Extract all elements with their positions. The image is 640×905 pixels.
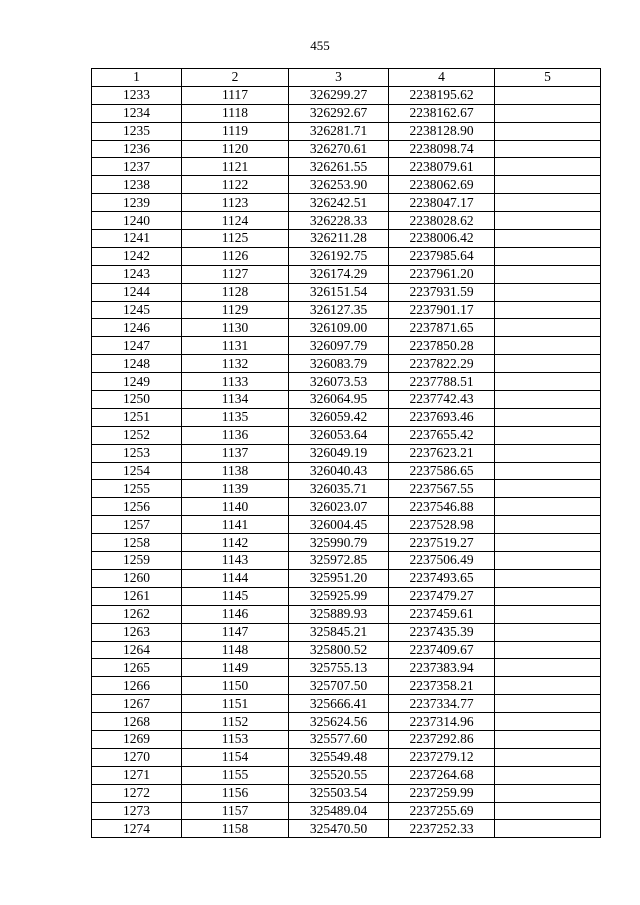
table-row <box>92 748 601 766</box>
table-body <box>92 86 601 837</box>
table-cell-col-5 <box>495 802 601 820</box>
table-cell-col-5 <box>495 587 601 605</box>
table-cell-col-1: 1249 <box>92 373 182 391</box>
table-cell-col-1: 1274 <box>92 820 182 838</box>
table-cell-col-1: 1240 <box>92 212 182 230</box>
table-cell-col-2: 1146 <box>182 605 289 623</box>
table-cell-col-2: 1131 <box>182 337 289 355</box>
table-cell-col-1: 1260 <box>92 569 182 587</box>
table-cell-col-4: 2237901.17 <box>389 301 495 319</box>
table-cell-col-4: 2238128.90 <box>389 122 495 140</box>
table-cell-col-2: 1145 <box>182 587 289 605</box>
table-cell-col-4: 2237788.51 <box>389 373 495 391</box>
table-cell-col-4: 2237279.12 <box>389 748 495 766</box>
table-cell-col-5 <box>495 176 601 194</box>
table-cell-col-3: 326004.45 <box>289 516 389 534</box>
table-cell-col-1: 1245 <box>92 301 182 319</box>
column-header-2: 2 <box>182 69 289 87</box>
table-cell-col-3: 326109.00 <box>289 319 389 337</box>
table-cell-col-2: 1136 <box>182 426 289 444</box>
table-row <box>92 641 601 659</box>
table-cell-col-3: 325520.55 <box>289 766 389 784</box>
table-cell-col-2: 1139 <box>182 480 289 498</box>
table-cell-col-4: 2237528.98 <box>389 516 495 534</box>
table-cell-col-4: 2238162.67 <box>389 104 495 122</box>
table-row <box>92 659 601 677</box>
table-cell-col-4: 2237493.65 <box>389 569 495 587</box>
table-cell-col-5 <box>495 158 601 176</box>
table-row <box>92 820 601 838</box>
table-cell-col-2: 1127 <box>182 265 289 283</box>
table-cell-col-5 <box>495 498 601 516</box>
table-cell-col-4: 2237693.46 <box>389 408 495 426</box>
table-row <box>92 283 601 301</box>
table-cell-col-3: 325845.21 <box>289 623 389 641</box>
table-cell-col-1: 1272 <box>92 784 182 802</box>
table-row <box>92 462 601 480</box>
table-cell-col-3: 325666.41 <box>289 695 389 713</box>
table-cell-col-2: 1153 <box>182 730 289 748</box>
table-row <box>92 230 601 248</box>
table-cell-col-5 <box>495 122 601 140</box>
table-cell-col-1: 1263 <box>92 623 182 641</box>
table-cell-col-3: 326228.33 <box>289 212 389 230</box>
table-cell-col-5 <box>495 104 601 122</box>
table-cell-col-3: 325951.20 <box>289 569 389 587</box>
table-row <box>92 355 601 373</box>
column-header-1: 1 <box>92 69 182 87</box>
table-cell-col-3: 326299.27 <box>289 86 389 104</box>
table-cell-col-5 <box>495 247 601 265</box>
table-row <box>92 212 601 230</box>
table-cell-col-5 <box>495 659 601 677</box>
table-cell-col-4: 2237985.64 <box>389 247 495 265</box>
table-cell-col-2: 1148 <box>182 641 289 659</box>
table-cell-col-2: 1158 <box>182 820 289 838</box>
page-number: 455 <box>310 38 330 53</box>
table-cell-col-1: 1234 <box>92 104 182 122</box>
table-cell-col-2: 1128 <box>182 283 289 301</box>
table-cell-col-5 <box>495 784 601 802</box>
table-row <box>92 122 601 140</box>
table-cell-col-4: 2238195.62 <box>389 86 495 104</box>
table-cell-col-5 <box>495 569 601 587</box>
table-cell-col-2: 1151 <box>182 695 289 713</box>
table-cell-col-3: 325707.50 <box>289 677 389 695</box>
table-cell-col-5 <box>495 730 601 748</box>
table-cell-col-4: 2237255.69 <box>389 802 495 820</box>
table-cell-col-3: 326270.61 <box>289 140 389 158</box>
table-cell-col-2: 1137 <box>182 444 289 462</box>
table-cell-col-5 <box>495 230 601 248</box>
table-cell-col-3: 326174.29 <box>289 265 389 283</box>
table-cell-col-5 <box>495 534 601 552</box>
table-cell-col-3: 325624.56 <box>289 713 389 731</box>
table-cell-col-5 <box>495 212 601 230</box>
table-cell-col-1: 1267 <box>92 695 182 713</box>
table-cell-col-3: 325470.50 <box>289 820 389 838</box>
table-cell-col-3: 326097.79 <box>289 337 389 355</box>
table-cell-col-2: 1149 <box>182 659 289 677</box>
table-row <box>92 730 601 748</box>
table-cell-col-1: 1242 <box>92 247 182 265</box>
table-cell-col-3: 326242.51 <box>289 194 389 212</box>
column-header-3: 3 <box>289 69 389 87</box>
table-cell-col-5 <box>495 140 601 158</box>
table-cell-col-5 <box>495 641 601 659</box>
table-row <box>92 605 601 623</box>
table-cell-col-1: 1257 <box>92 516 182 534</box>
table-row <box>92 158 601 176</box>
table-cell-col-4: 2237850.28 <box>389 337 495 355</box>
table-cell-col-5 <box>495 194 601 212</box>
table-cell-col-2: 1130 <box>182 319 289 337</box>
table-cell-col-1: 1239 <box>92 194 182 212</box>
table-cell-col-1: 1254 <box>92 462 182 480</box>
table-cell-col-2: 1132 <box>182 355 289 373</box>
column-header-4: 4 <box>389 69 495 87</box>
table-cell-col-1: 1255 <box>92 480 182 498</box>
table-cell-col-2: 1119 <box>182 122 289 140</box>
table-cell-col-1: 1236 <box>92 140 182 158</box>
table-row <box>92 552 601 570</box>
table-cell-col-2: 1135 <box>182 408 289 426</box>
table-cell-col-2: 1150 <box>182 677 289 695</box>
table-cell-col-4: 2237259.99 <box>389 784 495 802</box>
table-row <box>92 480 601 498</box>
table-cell-col-1: 1246 <box>92 319 182 337</box>
table-cell-col-3: 325990.79 <box>289 534 389 552</box>
table-cell-col-5 <box>495 552 601 570</box>
table-cell-col-1: 1270 <box>92 748 182 766</box>
table-cell-col-4: 2237742.43 <box>389 391 495 409</box>
table-row <box>92 373 601 391</box>
table-cell-col-5 <box>495 426 601 444</box>
table-cell-col-5 <box>495 408 601 426</box>
table-row <box>92 86 601 104</box>
table-cell-col-2: 1152 <box>182 713 289 731</box>
table-row <box>92 337 601 355</box>
table-cell-col-3: 326253.90 <box>289 176 389 194</box>
table-cell-col-4: 2237459.61 <box>389 605 495 623</box>
table-row <box>92 194 601 212</box>
table-cell-col-2: 1118 <box>182 104 289 122</box>
table-cell-col-3: 325925.99 <box>289 587 389 605</box>
table-row <box>92 391 601 409</box>
table-cell-col-5 <box>495 623 601 641</box>
table-row <box>92 677 601 695</box>
header-row <box>92 69 601 87</box>
table-cell-col-2: 1121 <box>182 158 289 176</box>
table-cell-col-1: 1238 <box>92 176 182 194</box>
table-cell-col-1: 1250 <box>92 391 182 409</box>
table-cell-col-3: 326049.19 <box>289 444 389 462</box>
table-row <box>92 713 601 731</box>
table-cell-col-2: 1138 <box>182 462 289 480</box>
table-cell-col-4: 2237586.65 <box>389 462 495 480</box>
table-cell-col-3: 325489.04 <box>289 802 389 820</box>
table-cell-col-3: 326211.28 <box>289 230 389 248</box>
table-cell-col-1: 1273 <box>92 802 182 820</box>
table-row <box>92 587 601 605</box>
table-row <box>92 426 601 444</box>
table-cell-col-5 <box>495 355 601 373</box>
table-cell-col-4: 2237961.20 <box>389 265 495 283</box>
table-cell-col-5 <box>495 695 601 713</box>
table-cell-col-3: 325972.85 <box>289 552 389 570</box>
table-cell-col-5 <box>495 766 601 784</box>
table-cell-col-1: 1262 <box>92 605 182 623</box>
table-cell-col-3: 325577.60 <box>289 730 389 748</box>
table-row <box>92 802 601 820</box>
table-cell-col-1: 1264 <box>92 641 182 659</box>
table-cell-col-3: 326035.71 <box>289 480 389 498</box>
table-cell-col-5 <box>495 605 601 623</box>
table-cell-col-1: 1259 <box>92 552 182 570</box>
table-cell-col-3: 326292.67 <box>289 104 389 122</box>
table-row <box>92 569 601 587</box>
table-cell-col-1: 1244 <box>92 283 182 301</box>
table-cell-col-4: 2237314.96 <box>389 713 495 731</box>
table-row <box>92 319 601 337</box>
table-cell-col-5 <box>495 301 601 319</box>
table-row <box>92 140 601 158</box>
table-cell-col-2: 1123 <box>182 194 289 212</box>
table-row <box>92 301 601 319</box>
table-cell-col-5 <box>495 319 601 337</box>
table-row <box>92 498 601 516</box>
table-cell-col-4: 2237655.42 <box>389 426 495 444</box>
table-cell-col-5 <box>495 480 601 498</box>
table-cell-col-4: 2237479.27 <box>389 587 495 605</box>
table-cell-col-3: 326053.64 <box>289 426 389 444</box>
table-cell-col-1: 1253 <box>92 444 182 462</box>
table-cell-col-1: 1266 <box>92 677 182 695</box>
table-cell-col-5 <box>495 748 601 766</box>
table-cell-col-4: 2237435.39 <box>389 623 495 641</box>
table-cell-col-2: 1117 <box>182 86 289 104</box>
table-cell-col-2: 1154 <box>182 748 289 766</box>
table-row <box>92 444 601 462</box>
table-cell-col-4: 2237519.27 <box>389 534 495 552</box>
table-cell-col-3: 326151.54 <box>289 283 389 301</box>
table-cell-col-3: 326127.35 <box>289 301 389 319</box>
table-cell-col-3: 326040.43 <box>289 462 389 480</box>
table-cell-col-2: 1120 <box>182 140 289 158</box>
table-cell-col-4: 2237567.55 <box>389 480 495 498</box>
table-cell-col-4: 2237546.88 <box>389 498 495 516</box>
table-cell-col-5 <box>495 444 601 462</box>
table-cell-col-1: 1248 <box>92 355 182 373</box>
column-header-5: 5 <box>495 69 601 87</box>
table-cell-col-4: 2238028.62 <box>389 212 495 230</box>
table-cell-col-2: 1156 <box>182 784 289 802</box>
table-row <box>92 104 601 122</box>
table-cell-col-3: 326281.71 <box>289 122 389 140</box>
table-cell-col-3: 325889.93 <box>289 605 389 623</box>
table-cell-col-4: 2237506.49 <box>389 552 495 570</box>
table-cell-col-4: 2237623.21 <box>389 444 495 462</box>
table-row <box>92 247 601 265</box>
table-row <box>92 766 601 784</box>
table-cell-col-5 <box>495 713 601 731</box>
table-cell-col-3: 326083.79 <box>289 355 389 373</box>
table-cell-col-1: 1256 <box>92 498 182 516</box>
table-cell-col-4: 2237358.21 <box>389 677 495 695</box>
table-header <box>92 69 601 87</box>
table-cell-col-1: 1268 <box>92 713 182 731</box>
table-cell-col-3: 325800.52 <box>289 641 389 659</box>
table-cell-col-3: 326059.42 <box>289 408 389 426</box>
table-cell-col-4: 2237252.33 <box>389 820 495 838</box>
table-cell-col-3: 326192.75 <box>289 247 389 265</box>
table-row <box>92 265 601 283</box>
table-cell-col-4: 2238047.17 <box>389 194 495 212</box>
coordinates-table <box>91 68 601 838</box>
table-cell-col-5 <box>495 516 601 534</box>
table-cell-col-1: 1265 <box>92 659 182 677</box>
table-cell-col-3: 326073.53 <box>289 373 389 391</box>
table-cell-col-2: 1125 <box>182 230 289 248</box>
table-cell-col-4: 2237822.29 <box>389 355 495 373</box>
table-row <box>92 534 601 552</box>
table-cell-col-5 <box>495 677 601 695</box>
table-row <box>92 516 601 534</box>
table-row <box>92 623 601 641</box>
table-cell-col-4: 2238098.74 <box>389 140 495 158</box>
table-cell-col-4: 2237871.65 <box>389 319 495 337</box>
table-cell-col-2: 1147 <box>182 623 289 641</box>
table-cell-col-1: 1269 <box>92 730 182 748</box>
table-cell-col-5 <box>495 86 601 104</box>
table-cell-col-1: 1235 <box>92 122 182 140</box>
table-cell-col-2: 1141 <box>182 516 289 534</box>
table-cell-col-5 <box>495 391 601 409</box>
table-cell-col-1: 1252 <box>92 426 182 444</box>
table-cell-col-5 <box>495 337 601 355</box>
table-cell-col-2: 1155 <box>182 766 289 784</box>
table-cell-col-2: 1122 <box>182 176 289 194</box>
table-cell-col-1: 1237 <box>92 158 182 176</box>
table-cell-col-3: 326023.07 <box>289 498 389 516</box>
table-cell-col-4: 2237292.86 <box>389 730 495 748</box>
table-cell-col-3: 326261.55 <box>289 158 389 176</box>
table-cell-col-4: 2237334.77 <box>389 695 495 713</box>
table-cell-col-2: 1133 <box>182 373 289 391</box>
table-cell-col-4: 2238006.42 <box>389 230 495 248</box>
table-cell-col-4: 2237383.94 <box>389 659 495 677</box>
table-cell-col-2: 1129 <box>182 301 289 319</box>
table-cell-col-3: 325755.13 <box>289 659 389 677</box>
table-cell-col-2: 1144 <box>182 569 289 587</box>
table-cell-col-4: 2238062.69 <box>389 176 495 194</box>
table-cell-col-3: 325503.54 <box>289 784 389 802</box>
table-cell-col-5 <box>495 265 601 283</box>
table-cell-col-2: 1134 <box>182 391 289 409</box>
table-cell-col-1: 1247 <box>92 337 182 355</box>
table-cell-col-4: 2237931.59 <box>389 283 495 301</box>
table-cell-col-1: 1233 <box>92 86 182 104</box>
table-cell-col-2: 1126 <box>182 247 289 265</box>
table-cell-col-2: 1157 <box>182 802 289 820</box>
table-cell-col-1: 1261 <box>92 587 182 605</box>
table-cell-col-2: 1143 <box>182 552 289 570</box>
table-cell-col-1: 1258 <box>92 534 182 552</box>
table-cell-col-1: 1251 <box>92 408 182 426</box>
table-cell-col-2: 1140 <box>182 498 289 516</box>
table-cell-col-5 <box>495 283 601 301</box>
table-cell-col-4: 2237409.67 <box>389 641 495 659</box>
table-cell-col-4: 2238079.61 <box>389 158 495 176</box>
table-row <box>92 784 601 802</box>
table-cell-col-1: 1271 <box>92 766 182 784</box>
table-cell-col-2: 1142 <box>182 534 289 552</box>
table-row <box>92 408 601 426</box>
table-cell-col-2: 1124 <box>182 212 289 230</box>
table-cell-col-5 <box>495 462 601 480</box>
table-cell-col-3: 326064.95 <box>289 391 389 409</box>
table-cell-col-5 <box>495 373 601 391</box>
table-row <box>92 176 601 194</box>
table-cell-col-1: 1243 <box>92 265 182 283</box>
table-row <box>92 695 601 713</box>
table-cell-col-3: 325549.48 <box>289 748 389 766</box>
table-cell-col-1: 1241 <box>92 230 182 248</box>
table-cell-col-4: 2237264.68 <box>389 766 495 784</box>
table-cell-col-5 <box>495 820 601 838</box>
